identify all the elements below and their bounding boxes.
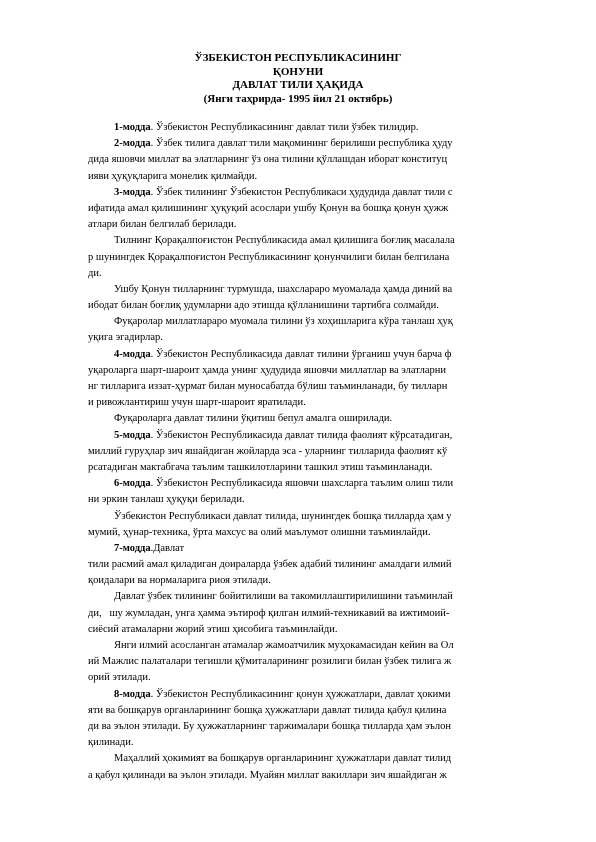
line-text: уқароларга шарт-шароит ҳамда унинг ҳудудида яшовчи миллатлар ва элатларни bbox=[88, 364, 446, 376]
line-text: и ривожлантириш учун шарт-шароит яратилади. bbox=[88, 397, 306, 409]
line-text: Тилнинг Қорақалпоғистон Республикасида амал қилишига боғлиқ масалала bbox=[114, 235, 455, 247]
text-line bbox=[88, 735, 540, 751]
article-paragraph bbox=[88, 136, 540, 185]
text-line bbox=[88, 330, 540, 346]
article-paragraph bbox=[88, 476, 540, 508]
line-text: . Ўзбек тилига давлат тили мақомининг берилиши республика ҳуду bbox=[150, 138, 453, 150]
paragraph bbox=[88, 509, 540, 541]
line-text: . Ўзбек тилининг Ўзбекистон Республикаси ҳудудида давлат тили с bbox=[150, 186, 453, 198]
text-line bbox=[88, 525, 540, 541]
line-text: уқига эгадирлар. bbox=[88, 332, 163, 344]
line-text: . Ўзбекистон Республикасида яшовчи шахсларга таълим олиш тили bbox=[150, 478, 454, 490]
text-line bbox=[88, 428, 540, 444]
line-text: дида яшовчи миллат ва элатларнинг ўз она тилини қўллашдан иборат конституц bbox=[88, 154, 448, 166]
text-line bbox=[88, 460, 540, 476]
article-paragraph bbox=[88, 428, 540, 477]
header-line-3: ДАВЛАТ ТИЛИ ҲАҚИДА bbox=[232, 79, 364, 92]
line-text: . Ўзбекистон Республикасида давлат тилида фаолият кўрсатадиган, bbox=[150, 429, 453, 441]
article-number: 7-модда bbox=[114, 542, 151, 554]
line-text: ий Мажлис палаталари тегишли қўмиталарининг розилиги билан ўзбек тилига ж bbox=[88, 656, 452, 668]
text-line bbox=[88, 169, 540, 185]
text-line bbox=[88, 233, 540, 249]
line-text: Маҳаллий ҳокимият ва бошқарув органларининг ҳужжатлари давлат тилид bbox=[114, 753, 452, 765]
article-number: 1-модда bbox=[114, 122, 151, 133]
line-text: ияви ҳуқуқларига монелик қилмайди. bbox=[88, 170, 258, 182]
text-line bbox=[88, 314, 540, 330]
line-text: р шунингдек Қорақалпоғистон Республикасининг қонунчилиги билан белгилана bbox=[88, 251, 450, 263]
header-line-4: (Янги таҳрирда- 1995 йил 21 октябрь) bbox=[203, 92, 393, 105]
line-text: қилинади. bbox=[88, 737, 134, 749]
text-line bbox=[88, 492, 540, 508]
article-number: 2-модда bbox=[114, 138, 151, 150]
header-line-1: ЎЗБЕКИСТОН РЕСПУБЛИКАСИНИНГ bbox=[194, 52, 402, 64]
text-line bbox=[88, 152, 540, 168]
text-line bbox=[88, 509, 540, 525]
paragraph bbox=[88, 282, 540, 314]
line-left bbox=[88, 543, 153, 554]
paragraph bbox=[88, 638, 540, 687]
line-text: ди ва эълон этилади. Бу ҳужжатларнинг таржималари бошқа тилларда ҳам эълон bbox=[88, 720, 451, 732]
text-line bbox=[88, 136, 540, 152]
text-line bbox=[88, 589, 540, 605]
article-paragraph bbox=[88, 541, 540, 590]
paragraph bbox=[88, 411, 540, 427]
article-number: 8-модда bbox=[114, 688, 151, 700]
text-line bbox=[88, 363, 540, 379]
text-line bbox=[88, 120, 540, 136]
text-line bbox=[88, 768, 540, 784]
text-line bbox=[88, 347, 540, 363]
line-text: қоидалари ва нормаларига риоя этилади. bbox=[88, 575, 271, 587]
article-number: 6-модда bbox=[114, 478, 151, 490]
document-body bbox=[88, 120, 540, 784]
line-text: Ушбу Қонун тилларнинг турмушда, шахслараро муомалада ҳамда диний ва bbox=[114, 283, 453, 295]
text-line bbox=[88, 687, 540, 703]
line-text: атлари билан белгилаб берилади. bbox=[88, 219, 237, 231]
text-line bbox=[88, 379, 540, 395]
article-paragraph bbox=[88, 185, 540, 234]
text-line bbox=[88, 557, 540, 573]
line-text: Давлат ўзбек тилининг бойитилиши ва такомиллаштирилишини таъминлай bbox=[114, 591, 453, 603]
text-line bbox=[88, 298, 540, 314]
text-line bbox=[88, 476, 540, 492]
text-line bbox=[88, 411, 540, 427]
line-text: мумий, ҳунар-техника, ўрта махсус ва олий маълумот олишни таъминлайди. bbox=[88, 526, 431, 538]
line-text: ни эркин танлаш ҳуқуқи берилади. bbox=[88, 494, 245, 506]
line-text: яти ва бошқарув органларининг бошқа ҳужжатлари давлат тилида қабул қилина bbox=[88, 704, 447, 716]
line-text: орий этилади. bbox=[88, 672, 151, 684]
paragraph bbox=[88, 314, 540, 346]
text-line bbox=[88, 573, 540, 589]
line-text: ибодат билан боғлиқ удумларни адо этишда қўлланишини тартибга солмайди. bbox=[88, 300, 439, 312]
article-number: 3-модда bbox=[114, 186, 151, 198]
text-line bbox=[88, 217, 540, 233]
text-line bbox=[88, 266, 540, 282]
text-line bbox=[88, 719, 540, 735]
line-text: Фуқаролар миллатлараро муомала тилини ўз хоҳишларига кўра танлаш ҳуқ bbox=[114, 316, 453, 328]
text-line bbox=[88, 670, 540, 686]
text-line bbox=[88, 638, 540, 654]
text-line bbox=[88, 606, 540, 622]
line-tail: Давлат bbox=[153, 542, 185, 554]
text-line bbox=[88, 395, 540, 411]
article-number: 4-модда bbox=[114, 348, 151, 360]
line-text: тили расмий амал қиладиган доираларда ўзбек адабий тилининг амалдаги илмий bbox=[88, 559, 452, 571]
line-text: рсатадиган мактабгача таълим ташкилотларини ташкил этиш таъминланади. bbox=[88, 461, 433, 473]
text-line bbox=[88, 201, 540, 217]
document-header bbox=[0, 52, 596, 106]
header-line-2: ҚОНУНИ bbox=[272, 65, 324, 78]
text-line bbox=[88, 622, 540, 638]
line-text: . bbox=[150, 542, 154, 554]
line-text: миллий гуруҳлар зич яшайдиган жойларда эса - уларнинг тилларида фаолият кў bbox=[88, 445, 448, 457]
line-text: . Ўзбекистон Республикасининг давлат тили ўзбек тилидир. bbox=[150, 122, 419, 133]
line-text: . Ўзбекистон Республикасининг қонун ҳужжатлари, давлат ҳокими bbox=[150, 688, 451, 700]
text-line bbox=[88, 282, 540, 298]
line-text: нг тилларига иззат-ҳурмат билан муносабатда бўлиш таъминланади, бу тилларн bbox=[88, 381, 448, 392]
text-line bbox=[88, 185, 540, 201]
text-line bbox=[88, 703, 540, 719]
text-line bbox=[88, 541, 540, 557]
paragraph bbox=[88, 233, 540, 282]
paragraph bbox=[88, 751, 540, 783]
line-text: ифатида амал қилишининг ҳуқуқий асослари ушбу Қонун ва бошқа қонун ҳужж bbox=[88, 202, 449, 214]
line-text: а қабул қилинади ва эълон этилади. Муайян миллат вакиллари зич яшайдиган ж bbox=[88, 769, 447, 781]
paragraph bbox=[88, 589, 540, 638]
article-paragraph bbox=[88, 120, 540, 136]
text-line bbox=[88, 250, 540, 266]
line-text: Фуқароларга давлат тилини ўқитиш бепул амалга оширилади. bbox=[114, 413, 393, 425]
text-line bbox=[88, 654, 540, 670]
article-paragraph bbox=[88, 347, 540, 412]
text-line bbox=[88, 751, 540, 767]
text-line bbox=[88, 444, 540, 460]
article-number: 5-модда bbox=[114, 429, 151, 441]
line-text: Янги илмий асосланган атамалар жамоатчилик муҳокамасидан кейин ва Ол bbox=[114, 640, 454, 651]
line-text: Ўзбекистон Республикаси давлат тилида, шунингдек бошқа тилларда ҳам у bbox=[114, 510, 452, 522]
line-text: ди. bbox=[88, 267, 102, 279]
article-paragraph bbox=[88, 687, 540, 752]
line-text: ди, шу жумладан, унга ҳамма эътироф қилган илмий-техникавий ва ижтимоий- bbox=[88, 607, 450, 619]
line-text: . Ўзбекистон Республикасида давлат тилини ўрганиш учун барча ф bbox=[150, 348, 452, 360]
line-text: сиёсий атамаларни жорий этиш ҳисобига таъминлайди. bbox=[88, 623, 338, 635]
